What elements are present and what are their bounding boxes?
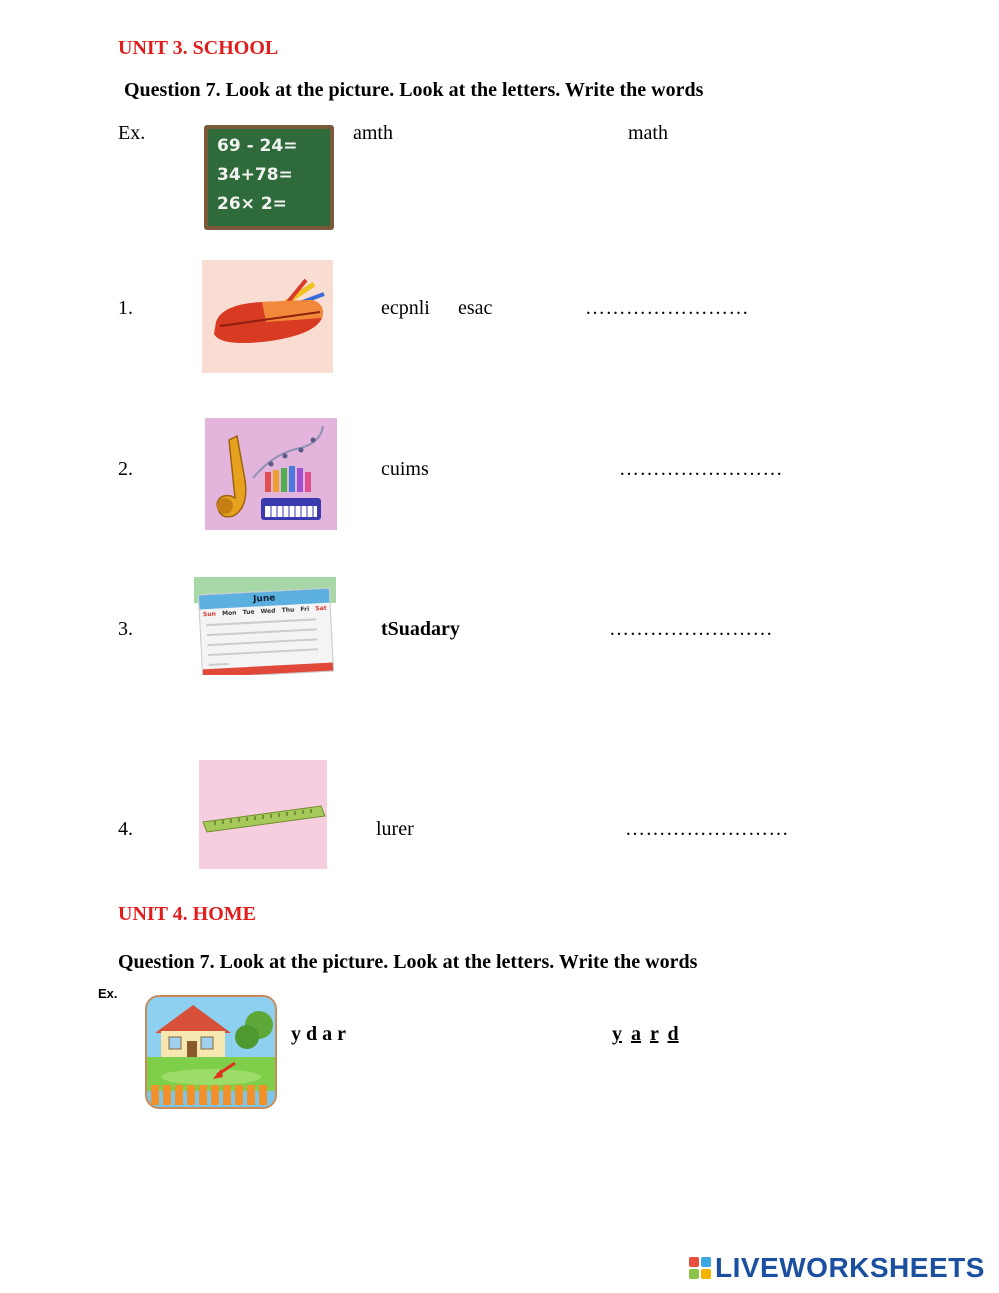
item-scrambled: tSuadary bbox=[381, 618, 460, 640]
brand-name: LIVEWORKSHEETS bbox=[715, 1252, 985, 1283]
unit4-answer bbox=[612, 1023, 679, 1046]
example-label: Ex. bbox=[118, 122, 146, 144]
chalkboard-icon bbox=[204, 125, 334, 230]
unit4-example-label: Ex. bbox=[98, 986, 118, 1001]
calendar-month: June bbox=[199, 589, 330, 610]
calendar-icon bbox=[194, 577, 336, 675]
brand-mark-icon bbox=[689, 1257, 711, 1279]
pencil-case-icon bbox=[202, 260, 333, 373]
item-scrambled: cuims bbox=[381, 458, 429, 480]
unit4-title: UNIT 4. HOME bbox=[118, 903, 256, 925]
item-number: 4. bbox=[118, 818, 133, 840]
unit3-title: UNIT 3. SCHOOL bbox=[118, 37, 279, 59]
answer-blank[interactable]: …………………… bbox=[619, 458, 783, 480]
unit4-question: Question 7. Look at the picture. Look at the letters. Write the words bbox=[118, 951, 698, 973]
board-line: 69 - 24= bbox=[217, 136, 298, 156]
calendar-day: Wed bbox=[260, 607, 276, 616]
answer-blank[interactable]: …………………… bbox=[625, 818, 789, 840]
calendar-day: Sun bbox=[202, 610, 217, 619]
house-yard-icon bbox=[145, 995, 277, 1109]
calendar-day: Thu bbox=[281, 606, 295, 615]
item-number: 1. bbox=[118, 297, 133, 319]
answer-letter: y bbox=[612, 1023, 622, 1045]
answer-letter: d bbox=[667, 1023, 679, 1045]
example-answer: math bbox=[628, 122, 668, 144]
answer-blank[interactable]: …………………… bbox=[585, 297, 749, 319]
calendar-day: Fri bbox=[300, 605, 310, 614]
item-scrambled-a: ecpnli bbox=[381, 297, 430, 319]
calendar-day: Tue bbox=[242, 608, 255, 617]
liveworksheets-logo bbox=[689, 1250, 985, 1286]
item-scrambled-b: esac bbox=[458, 297, 493, 319]
item-scrambled: lurer bbox=[376, 818, 414, 840]
item-number: 2. bbox=[118, 458, 133, 480]
example-scrambled: amth bbox=[353, 122, 393, 144]
board-line: 34+78= bbox=[217, 165, 293, 185]
unit4-scrambled: y d a r bbox=[291, 1023, 346, 1045]
answer-letter: r bbox=[650, 1023, 659, 1045]
answer-blank[interactable]: …………………… bbox=[609, 618, 773, 640]
answer-letter: a bbox=[631, 1023, 641, 1045]
board-line: 26× 2= bbox=[217, 194, 287, 214]
music-instruments-icon bbox=[205, 418, 337, 530]
calendar-day: Sat bbox=[315, 604, 327, 613]
item-number: 3. bbox=[118, 618, 133, 640]
unit3-question: Question 7. Look at the picture. Look at the letters. Write the words bbox=[124, 79, 704, 101]
calendar-day: Mon bbox=[221, 609, 237, 618]
ruler-icon bbox=[199, 760, 327, 869]
